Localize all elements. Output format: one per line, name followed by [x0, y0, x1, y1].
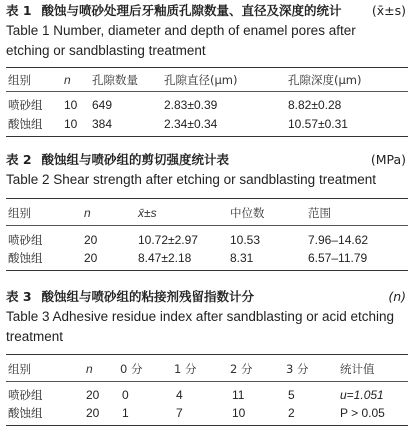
table-1: [6, 0, 408, 131]
table-3-label: 表 3: [6, 289, 32, 304]
table-3-row-2-score-0: 1: [122, 406, 129, 420]
table-2-row-1-group: 喷砂组: [8, 233, 43, 247]
table-3-row-2-group: 酸蚀组: [8, 406, 43, 420]
table-3-row-2-score-2: 10: [232, 406, 246, 420]
table-2-caption-en: Table 2 Shear strength after etching or sandblasting treatment: [6, 172, 376, 187]
table-2-top-rule: [6, 198, 408, 199]
table-2-caption-cn: [6, 150, 408, 169]
table-3-row-1-score-1: 4: [176, 388, 183, 402]
table-1-header-rule: [6, 91, 408, 92]
table-3-row-1-group: 喷砂组: [8, 388, 43, 402]
table-2-row-2-group: 酸蚀组: [8, 251, 43, 265]
table-3-bottom-rule: [6, 425, 408, 426]
table-3-header-statistic: 统计值: [340, 362, 375, 376]
table-2-row-2-median: 8.31: [230, 251, 254, 265]
table-1-header-diameter: 孔隙直径(μm): [164, 73, 238, 87]
table-1-title-cn: 酸蚀与喷砂处理后牙釉质孔隙数量、直径及深度的统计: [41, 3, 342, 18]
table-3-title-cn: 酸蚀组与喷砂组的粘接剂残留指数计分: [41, 289, 255, 304]
table-3-row-2-n: 20: [86, 406, 100, 420]
table-1-caption-en: Table 1 Number, diameter and depth of enamel pores after etching or sandblasting treatment: [6, 23, 356, 58]
table-3-header-score-1: 1 分: [174, 362, 197, 376]
table-1-top-rule: [6, 67, 408, 68]
table-3-header-score-2: 2 分: [230, 362, 253, 376]
table-2-header-rule: [6, 225, 408, 226]
table-3-top-rule: [6, 354, 408, 355]
table-2-header-n: n: [84, 206, 91, 220]
table-1-row-1-count: 649: [92, 98, 113, 112]
table-1-row-2-count: 384: [92, 117, 113, 131]
table-2-bottom-rule: [6, 270, 408, 271]
table-3-header-rule: [6, 381, 408, 382]
table-1-row-1-depth: 8.82±0.28: [288, 98, 342, 112]
table-3-unit: (n): [388, 289, 406, 304]
table-1-row-2-diameter: 2.34±0.34: [164, 117, 218, 131]
table-1-row-2-n: 10: [64, 117, 78, 131]
table-2-row-1-range: 7.96–14.62: [308, 233, 369, 247]
table-2-row-2-range: 6.57–11.79: [308, 251, 368, 265]
table-3-caption-en: Table 3 Adhesive residue index after sandblasting or acid etching treatment: [6, 309, 394, 344]
table-2-row-2-mean: 8.47±2.18: [138, 251, 192, 265]
table-2-header-group: 组别: [8, 206, 31, 220]
table-2-header-median: 中位数: [230, 206, 265, 220]
table-3-row-1-statistic: u=1.051: [340, 388, 384, 402]
table-1-header-group: 组别: [8, 73, 31, 87]
table-1-row-1-diameter: 2.83±0.39: [164, 98, 218, 112]
table-2-title-cn: 酸蚀组与喷砂组的剪切强度统计表: [41, 152, 230, 167]
table-2-header-mean: x̄±s: [138, 206, 157, 220]
table-1-header-depth: 孔隙深度(μm): [288, 73, 362, 87]
table-1-row-2-depth: 10.57±0.31: [288, 117, 348, 131]
table-3-header-score-0: 0 分: [120, 362, 143, 376]
table-3-header-score-3: 3 分: [286, 362, 309, 376]
table-1-label: 表 1: [6, 3, 32, 18]
table-1-row-2-group: 酸蚀组: [8, 117, 43, 131]
table-2-row-1-mean: 10.72±2.97: [138, 233, 198, 247]
table-1-header-n: n: [64, 73, 71, 87]
table-3-row-2-score-1: 7: [176, 406, 183, 420]
table-3-row-2-score-3: 2: [288, 406, 295, 420]
table-3-row-1-score-3: 5: [288, 388, 295, 402]
table-2-unit: (MPa): [370, 152, 406, 167]
table-3-row-1-n: 20: [86, 388, 100, 402]
table-3-header-n: n: [86, 362, 93, 376]
table-1-bottom-rule: [6, 136, 408, 137]
table-1-header-count: 孔隙数量: [92, 73, 138, 87]
table-2-row-1-n: 20: [84, 233, 98, 247]
table-1-row-1-group: 喷砂组: [8, 98, 43, 112]
table-2: [6, 150, 408, 265]
table-3-row-1-score-0: 0: [122, 388, 129, 402]
table-3-header-group: 组别: [8, 362, 31, 376]
table-3-caption-cn: [6, 287, 408, 306]
table-1-row-1-n: 10: [64, 98, 78, 112]
table-2-label: 表 2: [6, 152, 32, 167]
table-2-row-1-median: 10.53: [230, 233, 261, 247]
table-2-header-range: 范围: [308, 206, 331, 220]
table-1-unit: (x̄±s): [371, 3, 406, 18]
table-3-row-2-statistic: P > 0.05: [340, 406, 385, 420]
table-2-row-2-n: 20: [84, 251, 98, 265]
table-3: [6, 287, 408, 420]
table-3-row-1-score-2: 11: [232, 388, 245, 402]
table-1-caption-cn: [6, 1, 408, 20]
